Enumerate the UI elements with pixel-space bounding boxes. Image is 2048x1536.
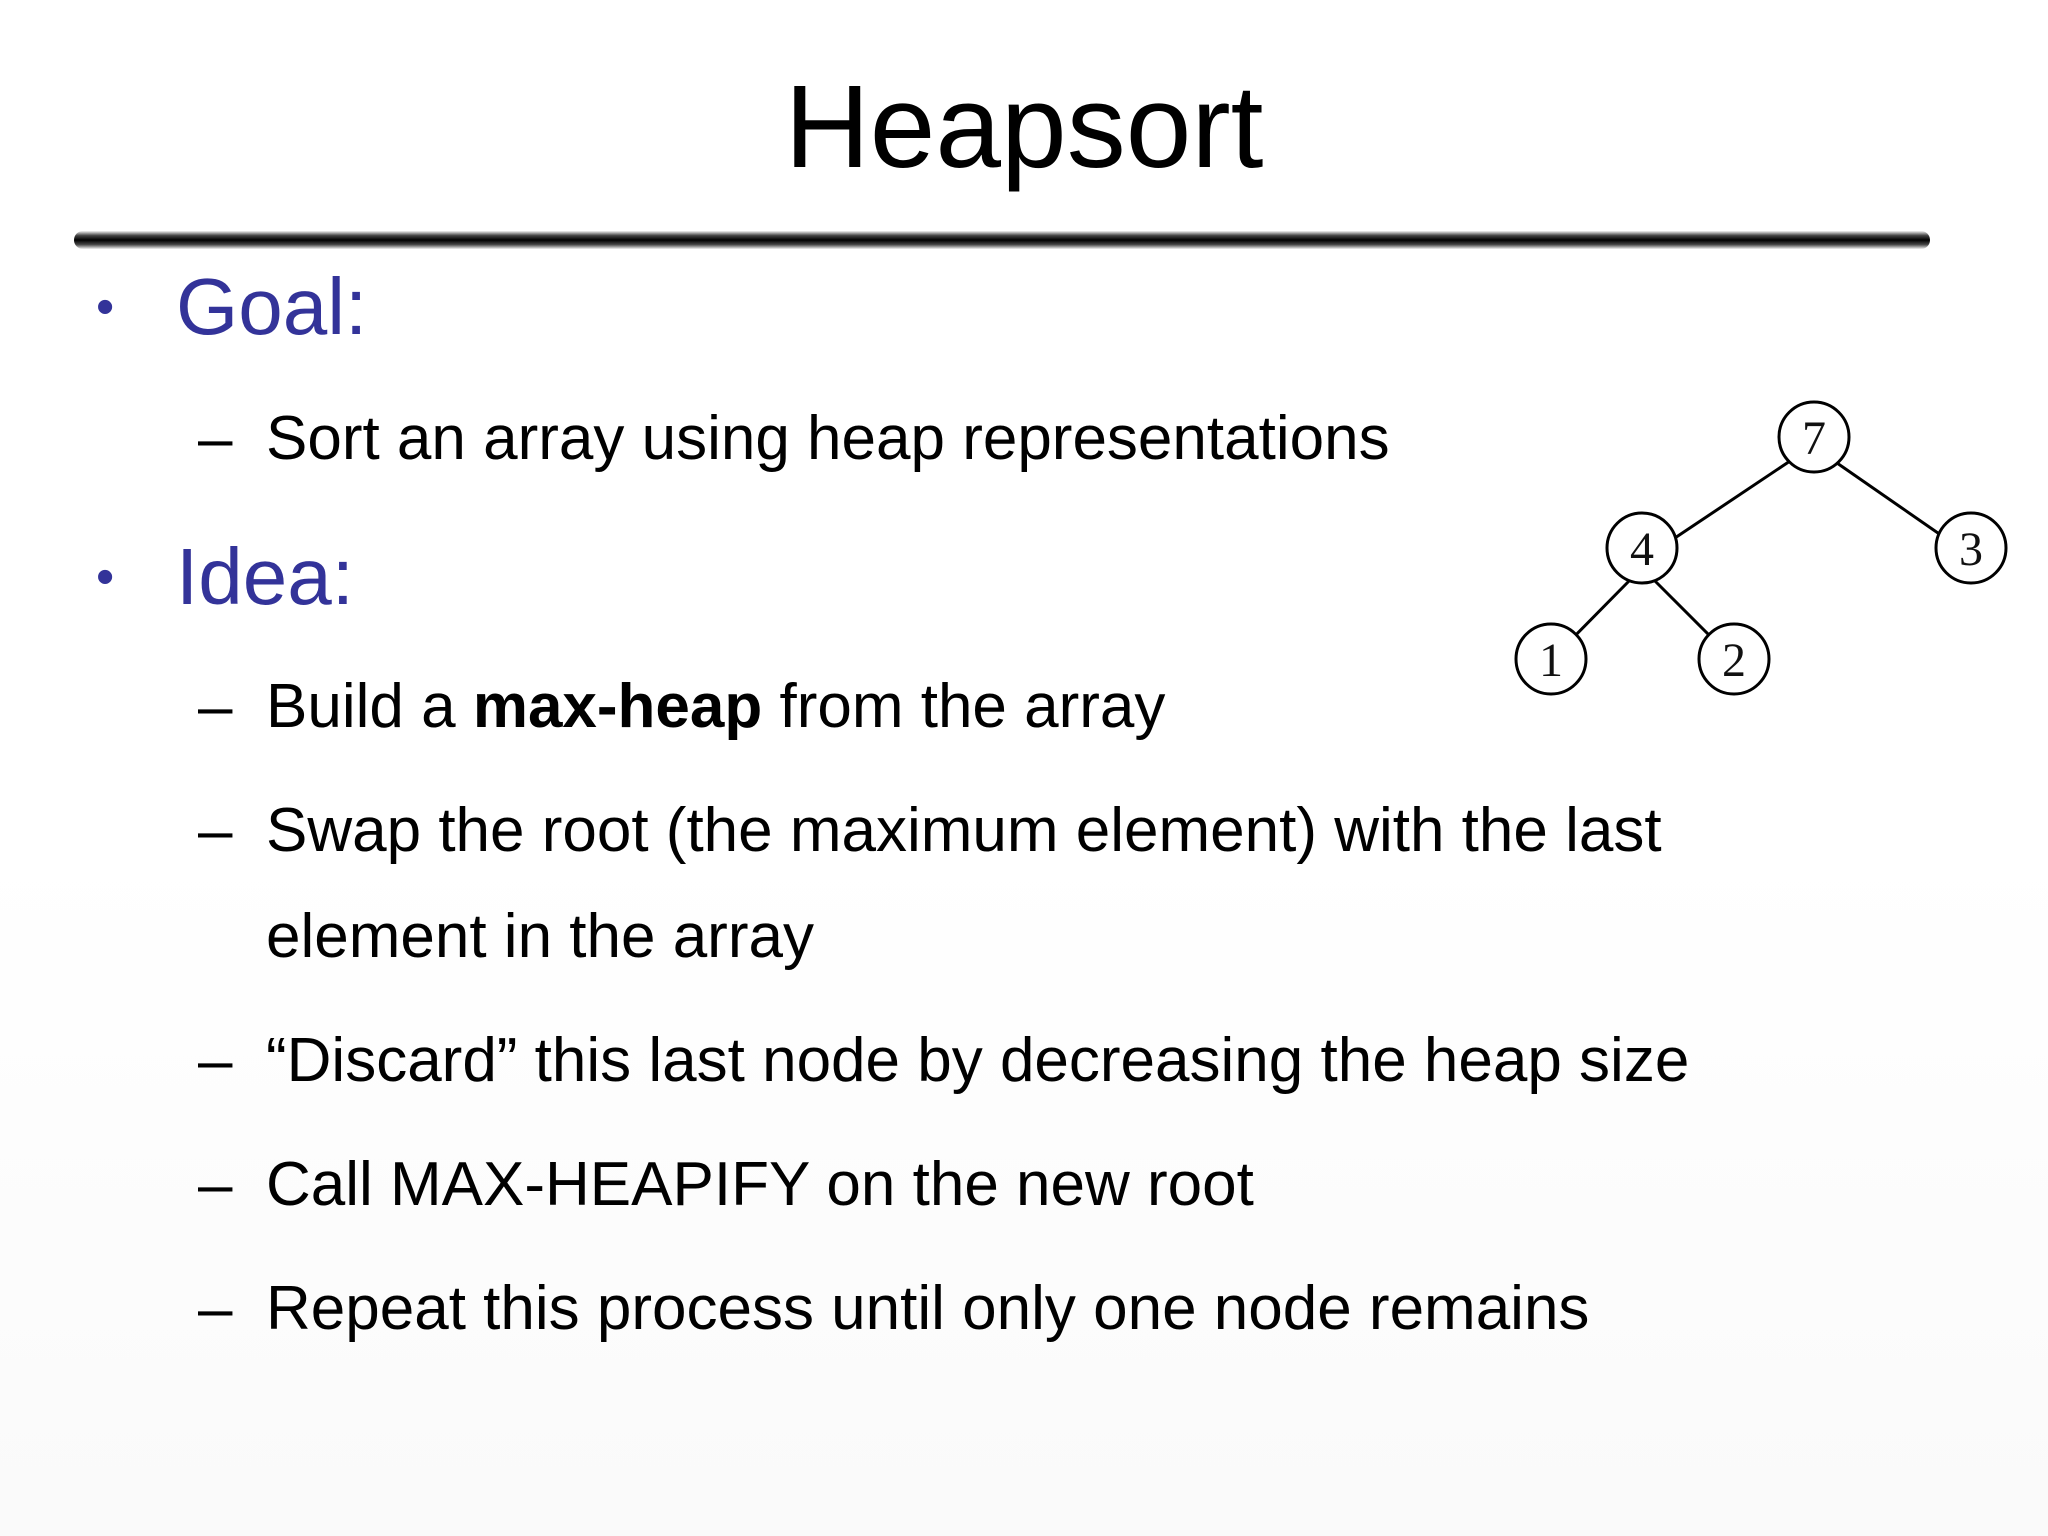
dash-marker: – [198, 404, 233, 473]
dash-marker: – [198, 1274, 233, 1343]
tree-node-label: 4 [1630, 523, 1654, 576]
text-post: from the array [762, 672, 1166, 741]
dash-marker: – [198, 796, 233, 865]
bullet-marker: • [96, 548, 115, 606]
max-heap-tree-diagram [1480, 398, 2010, 708]
tree-node-label: 3 [1959, 523, 1983, 576]
title-divider [74, 231, 1930, 249]
dash-marker: – [198, 672, 233, 741]
tree-node-label: 1 [1539, 634, 1563, 687]
bullet-goal-label: Goal: [176, 262, 368, 351]
tree-node-label: 7 [1802, 412, 1826, 465]
bullet-marker: • [96, 278, 115, 336]
slide-title: Heapsort [784, 61, 1264, 193]
tree-node-label: 2 [1722, 634, 1746, 687]
dash-marker: – [198, 1150, 233, 1219]
sub-bullet-text: Sort an array using heap representations [266, 404, 1390, 473]
sub-bullet-text-line2: element in the array [266, 902, 814, 971]
text-pre: Build a [266, 672, 473, 741]
dash-marker: – [198, 1026, 233, 1095]
sub-bullet-text-line1: Swap the root (the maximum element) with the last [266, 796, 1662, 865]
text-bold-max-heap: max-heap [472, 672, 763, 741]
sub-bullet-text: Call MAX-HEAPIFY on the new root [266, 1150, 1254, 1219]
bullet-idea-label: Idea: [176, 532, 354, 621]
sub-bullet-text: “Discard” this last node by decreasing the heap size [266, 1026, 1690, 1095]
sub-bullet-text: Repeat this process until only one node remains [266, 1274, 1590, 1343]
sub-bullet-text [266, 662, 1165, 752]
